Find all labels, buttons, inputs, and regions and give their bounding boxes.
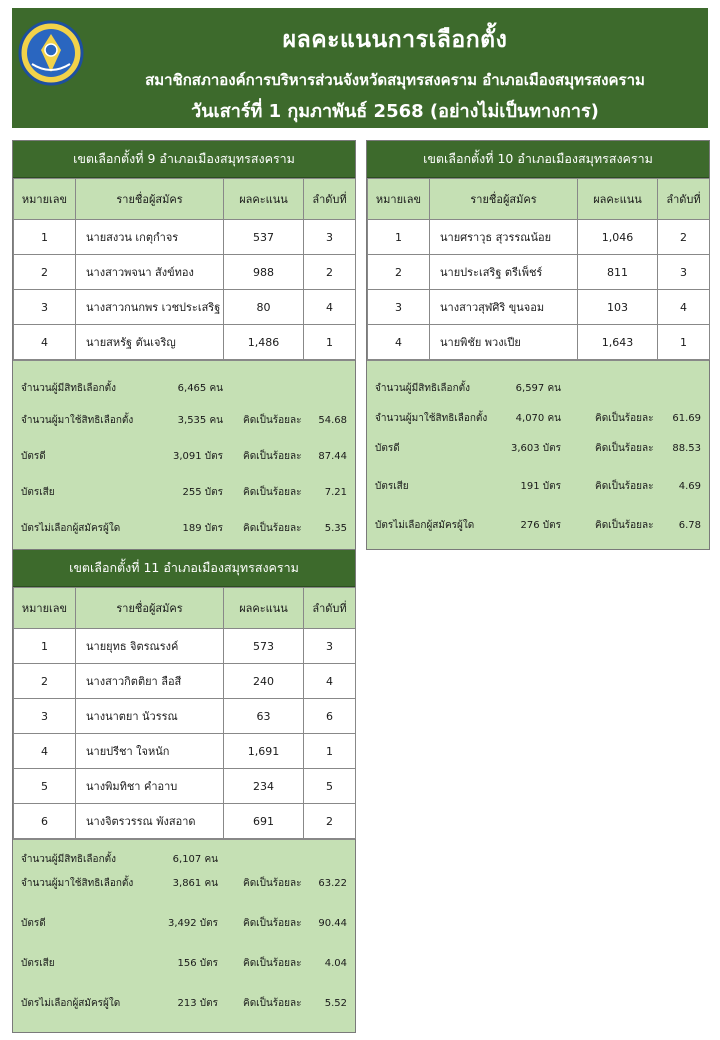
voted-label: จำนวนผู้มาใช้สิทธิเลือกตั้ง	[375, 413, 488, 424]
table-row	[14, 290, 356, 325]
candidate-score: 1,691	[224, 734, 304, 769]
bad-percent: 4.69	[678, 481, 701, 492]
candidate-no: 1	[368, 220, 430, 255]
candidate-rank: 1	[304, 325, 356, 360]
page-title: ผลคะแนนการเลือกตั้ง	[282, 27, 508, 53]
table-row	[14, 325, 356, 360]
candidate-no: 3	[368, 290, 430, 325]
good-value: 3,492 บัตร	[167, 918, 218, 929]
candidate-rank: 4	[304, 664, 356, 699]
percent-label: คิดเป็นร้อยละ	[595, 443, 654, 454]
col-header-name: รายชื่อผู้สมัคร	[430, 179, 578, 220]
col-header-no: หมายเลข	[14, 179, 76, 220]
percent-label: คิดเป็นร้อยละ	[243, 523, 302, 534]
candidate-rank: 5	[304, 769, 356, 804]
candidate-name: นางสาวพจนา สังข์ทอง	[76, 255, 224, 290]
percent-label: คิดเป็นร้อยละ	[595, 481, 654, 492]
table-row	[14, 664, 356, 699]
candidate-name: นายสงวน เกตุกำจร	[76, 220, 224, 255]
col-header-score: ผลคะแนน	[224, 588, 304, 629]
percent-label: คิดเป็นร้อยละ	[243, 918, 302, 929]
candidate-name: นายปรีชา ใจหนัก	[76, 734, 224, 769]
voted-percent: 63.22	[318, 878, 347, 889]
table-row	[368, 325, 710, 360]
table-row	[368, 290, 710, 325]
candidate-table	[13, 587, 356, 839]
candidate-no: 4	[14, 325, 76, 360]
percent-label: คิดเป็นร้อยละ	[243, 487, 302, 498]
voted-value: 4,070 คน	[515, 413, 561, 424]
good-percent: 87.44	[318, 451, 347, 462]
candidate-no: 5	[14, 769, 76, 804]
col-header-name: รายชื่อผู้สมัคร	[76, 179, 224, 220]
candidate-name: นายศราวุธ สุวรรณน้อย	[430, 220, 578, 255]
good-label: บัตรดี	[21, 451, 46, 462]
table-header-row	[14, 588, 356, 629]
bad-value: 191 บัตร	[520, 481, 561, 492]
novote-label: บัตรไม่เลือกผู้สมัครผู้ใด	[21, 523, 121, 534]
candidate-name: นายประเสริฐ ตรีเพ็ชร์	[430, 255, 578, 290]
candidate-rank: 4	[658, 290, 710, 325]
table-row	[368, 255, 710, 290]
candidate-no: 2	[14, 255, 76, 290]
candidate-name: นางสาวกนกพร เวชประเสริฐ	[76, 290, 224, 325]
candidate-name: นางนาตยา นัวรรณ	[76, 699, 224, 734]
candidate-score: 240	[224, 664, 304, 699]
col-header-no: หมายเลข	[14, 588, 76, 629]
summary-box	[367, 360, 709, 549]
novote-label: บัตรไม่เลือกผู้สมัครผู้ใด	[375, 520, 475, 531]
eligible-label: จำนวนผู้มีสิทธิเลือกตั้ง	[21, 854, 116, 865]
voted-label: จำนวนผู้มาใช้สิทธิเลือกตั้ง	[21, 878, 134, 889]
col-header-name: รายชื่อผู้สมัคร	[76, 588, 224, 629]
page-header	[12, 8, 708, 128]
candidate-name: นายสหรัฐ ตันเจริญ	[76, 325, 224, 360]
percent-label: คิดเป็นร้อยละ	[243, 878, 302, 889]
district-11-panel	[12, 549, 356, 1033]
candidate-name: นายพิชัย พวงเปีย	[430, 325, 578, 360]
table-row	[14, 629, 356, 664]
bad-percent: 4.04	[324, 958, 347, 969]
candidate-rank: 2	[304, 804, 356, 839]
table-row	[14, 734, 356, 769]
bad-percent: 7.21	[324, 487, 347, 498]
novote-value: 276 บัตร	[520, 520, 561, 531]
candidate-score: 1,046	[578, 220, 658, 255]
candidate-score: 103	[578, 290, 658, 325]
good-value: 3,603 บัตร	[510, 443, 561, 454]
percent-label: คิดเป็นร้อยละ	[243, 958, 302, 969]
candidate-rank: 3	[304, 629, 356, 664]
bad-value: 255 บัตร	[182, 487, 223, 498]
candidate-rank: 2	[658, 220, 710, 255]
bad-label: บัตรเสีย	[375, 481, 409, 492]
novote-value: 213 บัตร	[177, 998, 218, 1009]
election-date: วันเสาร์ที่ 1 กุมภาพันธ์ 2568 (อย่างไม่เป็นทางการ)	[191, 101, 599, 122]
district-10-panel	[366, 140, 710, 550]
seal-logo-icon	[18, 20, 84, 86]
district-title: เขตเลือกตั้งที่ 11 อำเภอเมืองสมุทรสงคราม	[13, 550, 355, 587]
percent-label: คิดเป็นร้อยละ	[595, 413, 654, 424]
candidate-name: นางสาวกิตติยา ลือสี	[76, 664, 224, 699]
table-row	[14, 220, 356, 255]
candidate-score: 811	[578, 255, 658, 290]
voted-value: 3,535 คน	[177, 415, 223, 426]
col-header-rank: ลำดับที่	[304, 179, 356, 220]
col-header-rank: ลำดับที่	[658, 179, 710, 220]
candidate-score: 537	[224, 220, 304, 255]
table-row	[14, 804, 356, 839]
col-header-score: ผลคะแนน	[224, 179, 304, 220]
percent-label: คิดเป็นร้อยละ	[243, 415, 302, 426]
candidate-no: 4	[368, 325, 430, 360]
candidate-rank: 4	[304, 290, 356, 325]
candidate-rank: 2	[304, 255, 356, 290]
candidate-no: 3	[14, 290, 76, 325]
voted-percent: 54.68	[318, 415, 347, 426]
novote-percent: 5.35	[324, 523, 347, 534]
candidate-rank: 6	[304, 699, 356, 734]
candidate-rank: 1	[658, 325, 710, 360]
eligible-value: 6,465 คน	[177, 383, 223, 394]
candidate-no: 6	[14, 804, 76, 839]
table-row	[14, 769, 356, 804]
candidate-score: 1,486	[224, 325, 304, 360]
candidate-score: 691	[224, 804, 304, 839]
novote-percent: 6.78	[678, 520, 701, 531]
summary-box	[13, 360, 355, 549]
page-subtitle: สมาชิกสภาองค์การบริหารส่วนจังหวัดสมุทรสงคราม อำเภอเมืองสมุทรสงคราม	[145, 71, 645, 89]
candidate-name: นางสาวสุฬศิริ ขุนจอม	[430, 290, 578, 325]
district-9-panel	[12, 140, 356, 550]
voted-percent: 61.69	[672, 413, 701, 424]
candidate-rank: 1	[304, 734, 356, 769]
percent-label: คิดเป็นร้อยละ	[595, 520, 654, 531]
candidate-no: 3	[14, 699, 76, 734]
bad-label: บัตรเสีย	[21, 487, 55, 498]
table-header-row	[14, 179, 356, 220]
candidate-no: 4	[14, 734, 76, 769]
candidate-name: นางจิตรวรรณ พังสอาด	[76, 804, 224, 839]
summary-box	[13, 839, 355, 1032]
candidate-score: 63	[224, 699, 304, 734]
candidate-name: นายยุทธ จิตรณรงค์	[76, 629, 224, 664]
candidate-rank: 3	[304, 220, 356, 255]
eligible-label: จำนวนผู้มีสิทธิเลือกตั้ง	[21, 383, 116, 394]
percent-label: คิดเป็นร้อยละ	[243, 998, 302, 1009]
eligible-label: จำนวนผู้มีสิทธิเลือกตั้ง	[375, 383, 470, 394]
eligible-value: 6,597 คน	[515, 383, 561, 394]
voted-value: 3,861 คน	[172, 878, 218, 889]
candidate-no: 2	[368, 255, 430, 290]
percent-label: คิดเป็นร้อยละ	[243, 451, 302, 462]
candidate-score: 573	[224, 629, 304, 664]
good-percent: 90.44	[318, 918, 347, 929]
bad-value: 156 บัตร	[177, 958, 218, 969]
candidate-score: 80	[224, 290, 304, 325]
candidate-table	[13, 178, 356, 360]
good-label: บัตรดี	[375, 443, 400, 454]
col-header-score: ผลคะแนน	[578, 179, 658, 220]
district-title: เขตเลือกตั้งที่ 9 อำเภอเมืองสมุทรสงคราม	[13, 141, 355, 178]
novote-value: 189 บัตร	[182, 523, 223, 534]
good-label: บัตรดี	[21, 918, 46, 929]
good-percent: 88.53	[672, 443, 701, 454]
col-header-no: หมายเลข	[368, 179, 430, 220]
candidate-score: 234	[224, 769, 304, 804]
candidate-table	[367, 178, 710, 360]
novote-percent: 5.52	[324, 998, 347, 1009]
bad-label: บัตรเสีย	[21, 958, 55, 969]
candidate-name: นางพิมทิชา คำอาบ	[76, 769, 224, 804]
col-header-rank: ลำดับที่	[304, 588, 356, 629]
candidate-score: 988	[224, 255, 304, 290]
eligible-value: 6,107 คน	[172, 854, 218, 865]
table-row	[368, 220, 710, 255]
table-row	[14, 255, 356, 290]
voted-label: จำนวนผู้มาใช้สิทธิเลือกตั้ง	[21, 415, 134, 426]
good-value: 3,091 บัตร	[172, 451, 223, 462]
candidate-score: 1,643	[578, 325, 658, 360]
candidate-no: 1	[14, 220, 76, 255]
novote-label: บัตรไม่เลือกผู้สมัครผู้ใด	[21, 998, 121, 1009]
district-title: เขตเลือกตั้งที่ 10 อำเภอเมืองสมุทรสงคราม	[367, 141, 709, 178]
candidate-no: 1	[14, 629, 76, 664]
table-row	[14, 699, 356, 734]
candidate-no: 2	[14, 664, 76, 699]
table-header-row	[368, 179, 710, 220]
candidate-rank: 3	[658, 255, 710, 290]
